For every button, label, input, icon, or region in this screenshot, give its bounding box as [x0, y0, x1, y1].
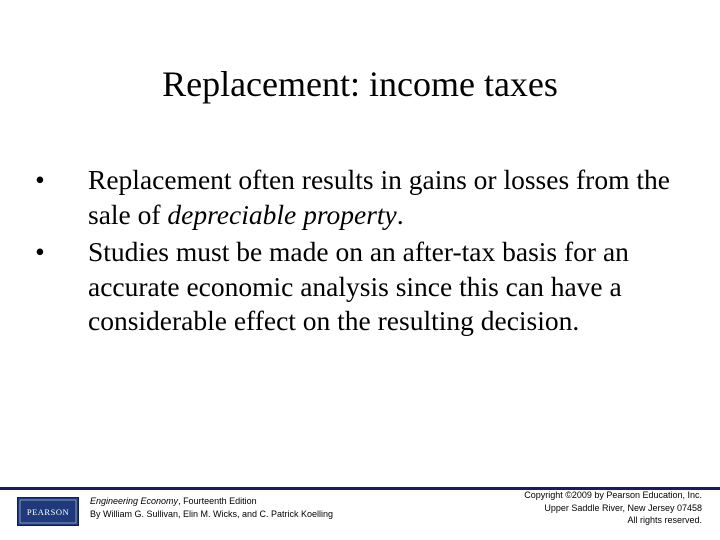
bullet-emphasis: depreciable property: [167, 198, 397, 230]
book-edition: , Fourteenth Edition: [178, 496, 257, 506]
bullet-text: [88, 163, 690, 232]
bullet-text: [88, 235, 690, 339]
bullet-text-part: Replacement often results in gains or losses from the sale of: [88, 164, 670, 230]
pearson-logo-icon: [19, 499, 77, 524]
bullet-marker: •: [35, 164, 45, 195]
copyright-line: Copyright ©2009 by Pearson Education, Inc.: [524, 490, 702, 500]
pearson-logo: [17, 497, 79, 526]
bullet-item: [30, 163, 690, 232]
book-title: Engineering Economy: [90, 496, 179, 506]
footer-authors: By William G. Sullivan, Elin M. Wicks, and C. Patrick Koelling: [90, 508, 334, 519]
slide-title: Replacement: income taxes: [162, 64, 558, 104]
bullet-item: [30, 235, 690, 339]
copyright-rights: All rights reserved.: [627, 515, 702, 525]
bullet-text-part: Studies must be made on an after-tax basis for an accurate economic analysis since this can have a considerable effect on the resulting decision.: [88, 236, 629, 336]
logo-text: PEARSON: [26, 507, 70, 517]
copyright-address: Upper Saddle River, New Jersey 07458: [544, 502, 702, 513]
bullet-marker: •: [35, 236, 45, 267]
footer-book-info: [90, 495, 390, 520]
footer-copyright: [442, 489, 702, 527]
bullet-text-end: .: [396, 198, 404, 230]
bullet-list: [30, 163, 690, 342]
footer-book-line: [90, 495, 390, 508]
